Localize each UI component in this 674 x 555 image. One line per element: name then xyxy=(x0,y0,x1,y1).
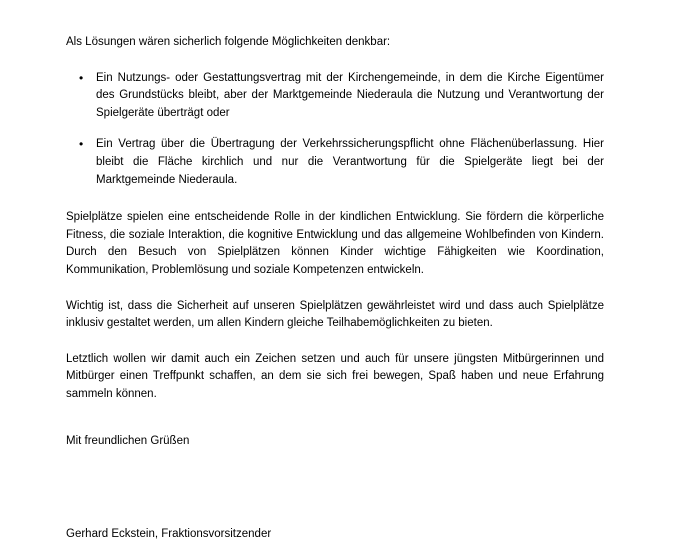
bullet-icon: • xyxy=(79,70,84,85)
spacer xyxy=(66,122,604,136)
spacer xyxy=(66,462,604,514)
intro-paragraph: Als Lösungen wären sicherlich folgende Möglichkeiten denkbar: xyxy=(66,36,391,48)
document-body xyxy=(66,34,604,555)
body-paragraph-1: Spielplätze spielen eine entscheidende Rolle in der kindlichen Entwicklung. Sie fördern die körperliche Fitness, die soziale Interaktion, die kognitive Entwicklung und das allgemeine Wohlbefinden von Kindern. Durch den Besuch von Spielplätzen können Kinder wichtige Fähigkeiten wie Koordination, Kommunikation, Problemlösung und soziale Kompetenzen entwickeln. xyxy=(66,211,604,276)
spacer xyxy=(66,52,604,70)
spacer xyxy=(66,333,604,351)
bullet-icon: • xyxy=(79,137,84,152)
spacer xyxy=(66,189,604,209)
list-item xyxy=(66,136,604,189)
list-item-text: Ein Nutzungs- oder Gestattungsvertrag mit der Kirchengemeinde, in dem die Kirche Eigentümer des Grundstücks bleibt, aber der Marktgemeinde Niederaula die Nutzung und Verantwortung der Spielgeräte überträgt oder xyxy=(96,71,604,119)
body-paragraph-2: Wichtig ist, dass die Sicherheit auf unseren Spielplätzen gewährleistet wird und dass auch Spielplätze inklusiv gestaltet werden, um allen Kindern gleiche Teilhabemöglichkeiten zu bieten. xyxy=(66,299,604,330)
closing-line: Mit freundlichen Grüßen xyxy=(66,435,190,447)
spacer xyxy=(66,404,604,422)
spacer xyxy=(66,280,604,298)
options-list xyxy=(66,70,604,190)
signature-line: Gerhard Eckstein, Fraktionsvorsitzender xyxy=(66,527,272,540)
body-paragraph-3: Letztlich wollen wir damit auch ein Zeichen setzen und auch für unsere jüngsten Mitbürgerinnen und Mitbürger einen Treffpunkt schaffen, an dem sie sich frei bewegen, Spaß haben und neue Erfahrung sammeln können. xyxy=(66,352,604,400)
list-item xyxy=(66,70,604,123)
list-item-text: Ein Vertrag über die Übertragung der Verkehrssicherungspflicht ohne Flächenüberlassung. Hier bleibt die Fläche kirchlich und nur die Verantwortung für die Spielgeräte liegt bei der Marktgemeinde Niederaula. xyxy=(96,138,604,186)
